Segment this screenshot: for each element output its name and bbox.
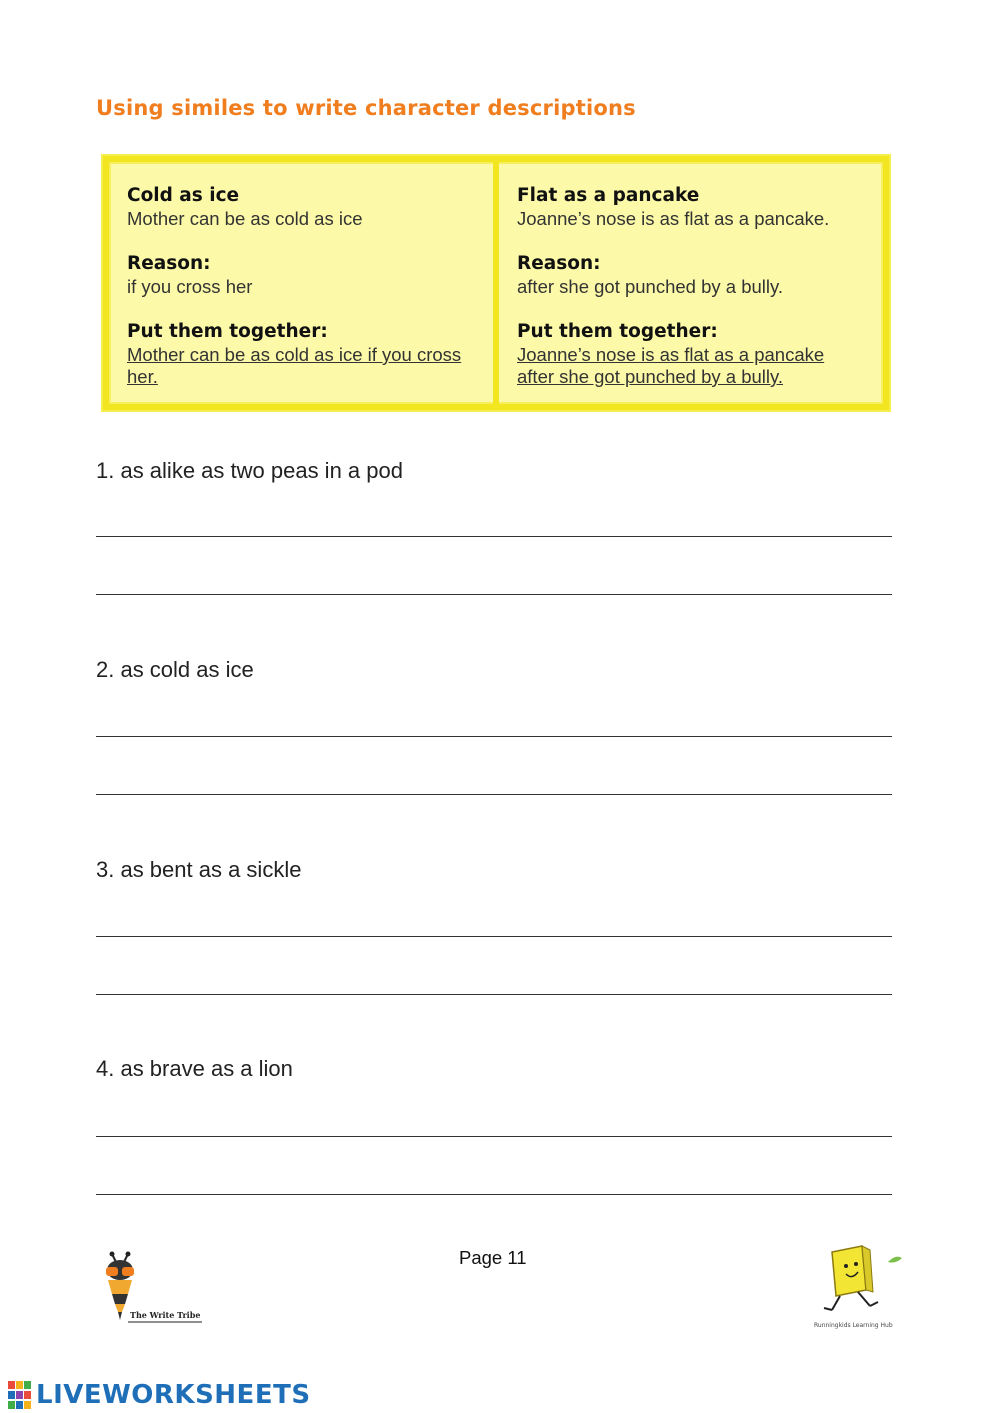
example-column-1: [109, 162, 493, 404]
simile-text: Joanne’s nose is as flat as a pancake.: [517, 208, 830, 229]
running-book-icon: [810, 1242, 910, 1322]
answer-line-4b[interactable]: [96, 1194, 892, 1195]
example-box: [103, 156, 889, 410]
answer-line-1a[interactable]: [96, 536, 892, 537]
together-label: Put them together:: [517, 321, 718, 342]
question-2: 2. as cold as ice: [96, 657, 254, 682]
together-text: Joanne’s nose is as flat as a pancake after she got punched by a bully.: [517, 344, 825, 387]
answer-line-2a[interactable]: [96, 736, 892, 737]
write-tribe-logo: [98, 1250, 208, 1330]
liveworksheets-logo-text: LIVEWORKSHEETS: [36, 1380, 311, 1410]
liveworksheets-logo[interactable]: [8, 1380, 311, 1410]
answer-line-3b[interactable]: [96, 994, 892, 995]
reason-label: Reason:: [127, 253, 211, 274]
worksheet-title: Using similes to write character descriptions: [96, 96, 636, 120]
reason-label: Reason:: [517, 253, 601, 274]
together-text: Mother can be as cold as ice if you cross her.: [127, 344, 462, 387]
simile-label: Cold as ice: [127, 185, 240, 206]
liveworksheets-grid-icon: [8, 1381, 32, 1409]
question-4: 4. as brave as a lion: [96, 1056, 293, 1081]
answer-line-1b[interactable]: [96, 594, 892, 595]
runningkids-logo: [810, 1242, 910, 1342]
reason-text: after she got punched by a bully.: [517, 276, 784, 297]
runningkids-logo-text: Runningkids Learning Hub: [814, 1322, 893, 1329]
together-label: Put them together:: [127, 321, 328, 342]
example-column-2: [493, 162, 883, 404]
answer-line-4a[interactable]: [96, 1136, 892, 1137]
answer-line-3a[interactable]: [96, 936, 892, 937]
simile-label: Flat as a pancake: [517, 185, 700, 206]
question-1: 1. as alike as two peas in a pod: [96, 458, 403, 483]
question-3: 3. as bent as a sickle: [96, 857, 302, 882]
reason-text: if you cross her: [127, 276, 253, 297]
simile-text: Mother can be as cold as ice: [127, 208, 363, 229]
page-number: Page 11: [459, 1247, 527, 1268]
answer-line-2b[interactable]: [96, 794, 892, 795]
write-tribe-logo-text: The Write Tribe: [130, 1310, 201, 1320]
